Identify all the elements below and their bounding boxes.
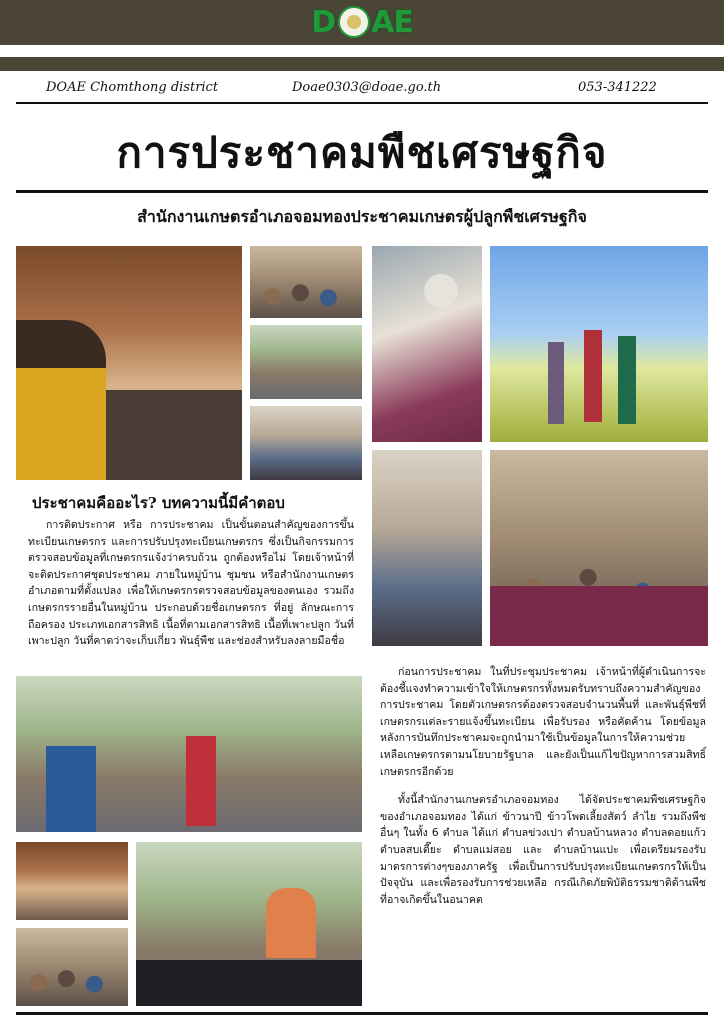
page-subtitle: สำนักงานเกษตรอำเภอจอมทองประชาคมเกษตรผู้ปลูกพืชเศรษฐกิจ (137, 207, 587, 226)
article-paragraph-1 (28, 517, 354, 662)
paragraph-1-text: การติดประกาศ หรือ การประชาคม เป็นขั้นตอนสำคัญของการขึ้นทะเบียนเกษตรกร และการปรับปรุงทะเบียนเกษตรกร ซึ่งเป็นกิจกรรมการตรวจสอบข้อมูลที่เกษตรกรแจ้งว่าครบถ้วน ถูกต้องหรือไม่ โดยเจ้าหน้าที่จะติดประกาศชุดประชาคม ภายในหมู่บ้าน ชุมชน หรือสำนักงานเกษตรอำเภอตามที่ตั้งแปลง เพื่อให้เกษตรกรตรวจสอบข้อมูลของตนเอง รวมถึง เกษตรกรรายอื่นในหมู่บ้าน ประกอบด้วยชื่อเกษตรกร ที่อยู่ ลักษณะการถือครอง ประเภทเอกสารสิทธิ เนื้อที่ตามเอกสารสิทธิ เนื้อที่เพาะปลูก วันที่เพาะปลูก วันที่คาดว่าจะเก็บเกี่ยว พันธุ์พืช และช่องสำหรับลงลายมือชื่อ (28, 519, 354, 648)
page-title: การประชาคมพืชเศรษฐกิจ (116, 128, 608, 177)
rule-bottom (16, 1012, 708, 1015)
header-stripe (0, 57, 724, 71)
photo-small-group-1 (16, 842, 128, 920)
photo-meeting-room (372, 450, 482, 646)
photo-signing-table (136, 842, 362, 1006)
logo-letter-a: A (371, 4, 394, 40)
logo-letter-d: D (311, 4, 336, 40)
rule-under-title (16, 190, 708, 193)
article-heading: ประชาคมคืออะไร? บทความนี้มีคำตอบ (32, 494, 285, 512)
phone-number: 053-341222 (578, 80, 657, 95)
paragraph-3-text: ทั้งนี้สำนักงานเกษตรอำเภอจอมทอง ได้จัดประชาคมพืชเศรษฐกิจของอำเภอจอมทอง ได้แก่ ข้าวนาปี ข้าวโพดเลี้ยงสัตว์ ลำไย รวมถึงพืชอื่นๆ ในทั้ง 6 ตำบล ได้แก่ ตำบลข่วงเปา ตำบลบ้านหลวง ตำบลดอยแก้ว ตำบลสบเตี๊ยะ ตำบลแม่สอย และ ตำบลบ้านแปะ เพื่อเตรียมรองรับมาตรการต่างๆของภาครัฐ เพื่อเป็นการปรับปรุงทะเบียนเกษตรกรให้เป็นปัจจุบัน และเพื่อรองรับการช่วยเหลือ กรณีเกิดภัยพิบัติธรรมชาติด้านพืช ที่อาจเกิดขึ้นในอนาคต (380, 794, 706, 906)
logo-letter-o-seal (337, 6, 371, 38)
photo-farmers-signing (490, 450, 708, 646)
photo-elder-signing (372, 246, 482, 442)
logo-letter-e: E (393, 4, 413, 40)
photo-hall-seated (250, 246, 362, 318)
email-address: Doae0303@doae.go.th (292, 80, 442, 95)
photo-desk-official (250, 406, 362, 480)
photo-small-group-2 (16, 928, 128, 1006)
photo-queue-registration (16, 676, 362, 832)
doae-logo (304, 4, 420, 40)
office-name: DOAE Chomthong district (46, 80, 219, 95)
photo-hall-tables (250, 325, 362, 399)
photo-hall-speaker (16, 246, 242, 480)
rule-top (16, 102, 708, 104)
article-paragraph-2-3 (380, 664, 706, 920)
photo-rice-field (490, 246, 708, 442)
paragraph-2-text: ก่อนการประชาคม ในที่ประชุมประชาคม เจ้าหน้าที่ผู้ดำเนินการจะต้องชี้แจงทำความเข้าใจให้เกษตรกรทั้งหมดรับทราบถึงความสำคัญของ การประชาคม โดยตัวเกษตรกรต้องตรวจสอบจำนวนพื้นที่ และพันธุ์พืชที่เกษตรกรแต่ละรายแจ้งขึ้นทะเบียน เพื่อรับรอง หรือคัดค้าน โดยข้อมูลหลังการบันทึกประชาคมจะถูกนำมาใช้เป็นข้อมูลในการให้ความช่วยเหลือเกษตรกรตามนโยบายรัฐบาล และยังเป็นแก้ไขปัญหาการสวมสิทธิ์เกษตรกรอีกด้วย (380, 666, 706, 778)
